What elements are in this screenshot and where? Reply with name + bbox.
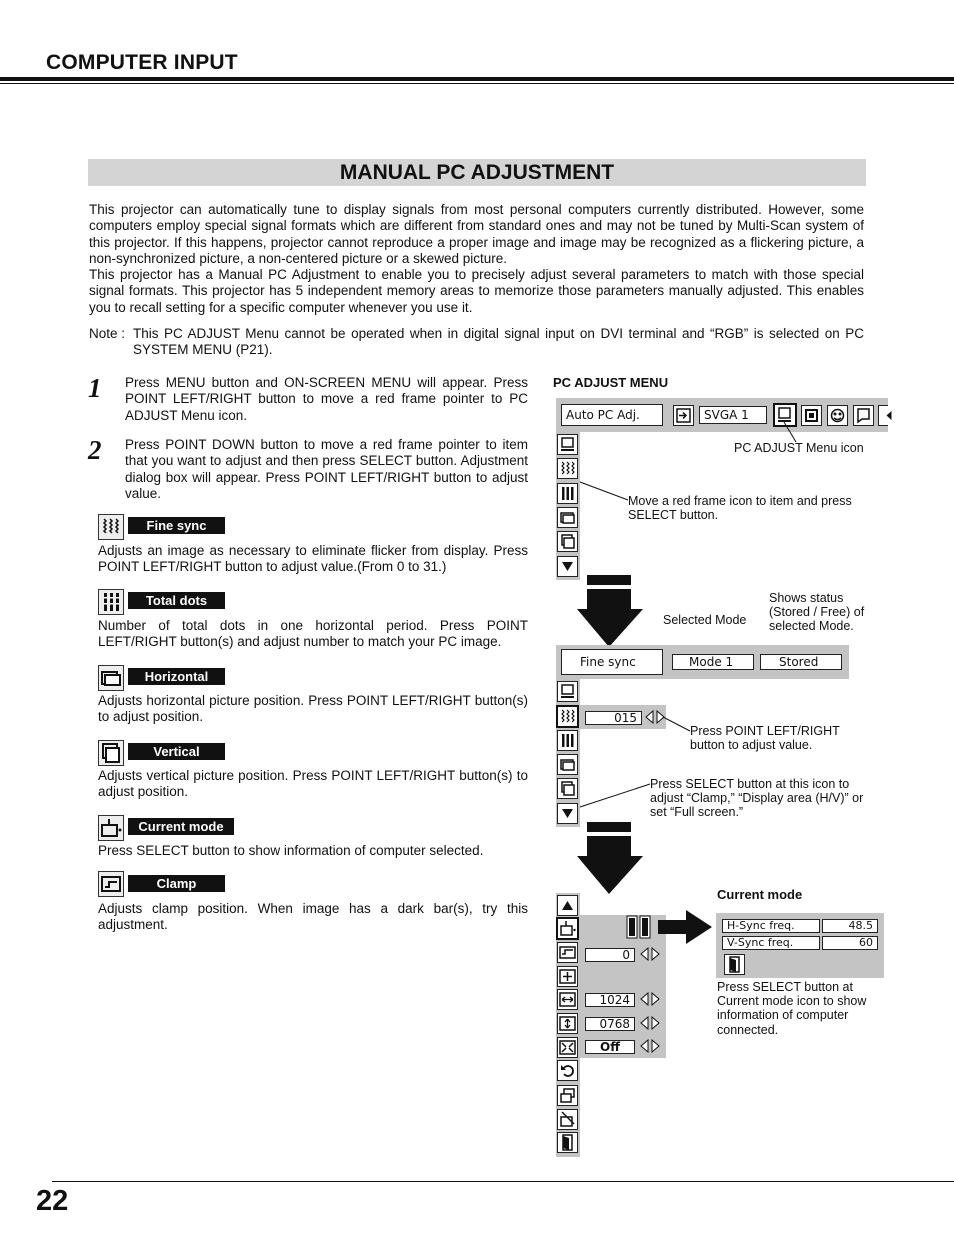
current-mode-description: Press SELECT button to show information of computer selected. — [98, 843, 484, 858]
full-screen-arrows-icon[interactable] — [640, 1039, 660, 1053]
step-text-2: Press POINT DOWN button to move a red frame pointer to item that you want to adjust and then press SELECT button. Adjustment dialog box will appear. Press POINT LEFT/RIGHT button to adjust value. — [125, 437, 528, 501]
right-arrow — [658, 910, 712, 944]
display-area-v-value[interactable]: 0768 — [585, 1017, 635, 1031]
display-area-v-icon[interactable] — [557, 1013, 578, 1034]
callout-red-frame: Move a red frame icon to item and press SELECT button. — [628, 494, 852, 523]
section-header: COMPUTER INPUT — [46, 51, 238, 74]
horizontal-description: Adjusts horizontal picture position. Press POINT LEFT/RIGHT button(s) to adjust position. — [98, 693, 528, 725]
display-area-h-value[interactable]: 1024 — [585, 993, 635, 1007]
horizontal-menu-icon[interactable] — [557, 507, 578, 528]
note-text: This PC ADJUST Menu cannot be operated when in digital signal input on DVI terminal and “RGB” is selected on PC SYSTEM MENU (P21). — [133, 326, 864, 358]
callout-selected-mode: Selected Mode — [663, 613, 747, 627]
step-text-1: Press MENU button and ON-SCREEN MENU will appear. Press POINT LEFT/RIGHT button to move a red frame pointer to PC ADJUST Menu icon. — [125, 375, 528, 423]
scroll-up-icon[interactable] — [557, 895, 578, 916]
total-dots-label: Total dots — [128, 592, 225, 609]
clamp-arrows-icon[interactable] — [640, 947, 660, 961]
v-sync-value: 60 — [822, 936, 878, 950]
h-sync-value: 48.5 — [822, 919, 878, 933]
current-mode-label: Current mode — [128, 818, 234, 835]
reset-icon[interactable] — [557, 1060, 578, 1081]
footer-rule — [52, 1181, 954, 1182]
callout-menu-icon: PC ADJUST Menu icon — [734, 441, 864, 455]
total-dots-menu-icon[interactable] — [557, 483, 578, 504]
intro-text — [89, 202, 864, 316]
h-sync-label: H-Sync freq. — [722, 919, 820, 933]
total-dots-description: Number of total dots in one horizontal period. Press POINT LEFT/RIGHT button(s) and adjust number to match your PC image. — [98, 618, 528, 650]
header-rule-thin — [0, 83, 954, 84]
stored-status-box[interactable]: Stored — [760, 654, 842, 670]
note-label: Note : — [89, 326, 126, 341]
current-mode-menu-icon[interactable] — [556, 917, 579, 940]
store-icon[interactable] — [557, 1085, 578, 1106]
down-arrow-2 — [577, 822, 643, 894]
scroll-down-icon[interactable] — [557, 556, 578, 577]
display-area-h-icon[interactable] — [557, 989, 578, 1010]
current-mode-indicator — [626, 915, 656, 939]
callout-select-icon: Press SELECT button at this icon to adjust “Clamp,” “Display area (H/V)” or set “Full screen.” — [650, 777, 864, 820]
clamp-icon — [98, 871, 124, 897]
current-mode-icon — [98, 815, 124, 841]
step-number-2: 2 — [88, 435, 102, 465]
horizontal-label: Horizontal — [128, 668, 225, 685]
auto-pc-adj-button[interactable]: Auto PC Adj. — [561, 404, 663, 426]
display-area-v-arrows-icon[interactable] — [640, 1016, 660, 1030]
fine-sync-menu-label[interactable]: Fine sync — [561, 649, 663, 675]
vertical-menu-icon[interactable] — [557, 531, 578, 552]
current-mode-title: Current mode — [717, 887, 803, 902]
step-number-1: 1 — [88, 373, 102, 403]
mode-icon[interactable] — [557, 434, 578, 455]
quit-icon[interactable] — [557, 1132, 578, 1153]
page-title: MANUAL PC ADJUSTMENT — [88, 159, 866, 186]
header-rule — [0, 77, 954, 81]
full-screen-icon[interactable] — [557, 1037, 578, 1058]
v-sync-label: V-Sync freq. — [722, 936, 820, 950]
fine-sync-value[interactable]: 015 — [585, 711, 642, 725]
horizontal-icon — [98, 665, 124, 691]
vertical-description: Adjusts vertical picture position. Press POINT LEFT/RIGHT button(s) to adjust position. — [98, 768, 528, 800]
clamp-label: Clamp — [128, 875, 225, 892]
callout-lines-1 — [540, 380, 954, 580]
mode-1-box[interactable]: Mode 1 — [672, 654, 754, 670]
clamp-description: Adjusts clamp position. When image has a dark bar(s), try this adjustment. — [98, 901, 528, 933]
fine-sync-description: Adjusts an image as necessary to eliminate flicker from display. Press POINT LEFT/RIGHT button to adjust value.(From 0 to 31.) — [98, 543, 528, 575]
clamp-value[interactable]: 0 — [585, 948, 635, 962]
total-dots-icon — [98, 589, 124, 615]
intro-paragraph-1: This projector can automatically tune to display signals from most personal computers currently distributed. However, some computers employ special signal formats which are different from standard ones and may not be tuned by Multi-Scan system of this projector. If this happens, projector cannot reproduce a proper image and image may be recognized as a flickering picture, a non-synchronized picture, a non-centered picture or a skewed picture. — [89, 202, 864, 266]
display-area-icon[interactable] — [557, 966, 578, 987]
mode-icon-2[interactable] — [557, 681, 578, 702]
vertical-label: Vertical — [128, 743, 225, 760]
clamp-menu-icon[interactable] — [557, 942, 578, 963]
vertical-icon — [98, 740, 124, 766]
down-arrow-1 — [577, 575, 643, 647]
callout-shows-status: Shows status (Stored / Free) of selected Mode. — [769, 591, 865, 634]
display-area-h-arrows-icon[interactable] — [640, 992, 660, 1006]
fine-sync-icon — [98, 514, 124, 540]
page-number: 22 — [36, 1185, 69, 1217]
fine-sync-menu-icon[interactable] — [557, 458, 578, 479]
figure-title: PC ADJUST MENU — [553, 375, 669, 390]
callout-current-mode-desc: Press SELECT button at Current mode icon to show information of computer connected. — [717, 980, 867, 1037]
svga-mode-box[interactable]: SVGA 1 — [699, 406, 767, 424]
mode-free-icon[interactable] — [557, 1109, 578, 1130]
intro-paragraph-2: This projector has a Manual PC Adjustment to enable you to precisely adjust several parameters to match with those special signal formats. This projector has 5 independent memory areas to memorize those parameters manually adjusted. This enables you to recall setting for a specific computer whenever you use it. — [89, 267, 864, 315]
fine-sync-label: Fine sync — [128, 517, 225, 534]
full-screen-value[interactable]: Off — [585, 1040, 635, 1054]
callout-adjust-value: Press POINT LEFT/RIGHT button to adjust value. — [690, 724, 840, 753]
current-mode-quit-icon[interactable] — [724, 954, 745, 975]
